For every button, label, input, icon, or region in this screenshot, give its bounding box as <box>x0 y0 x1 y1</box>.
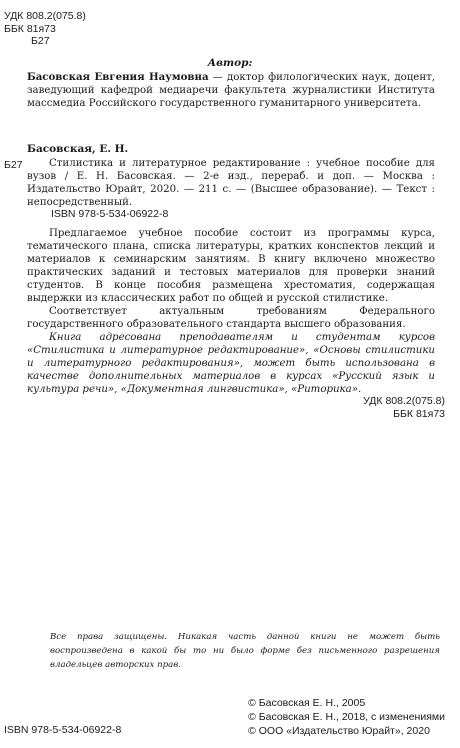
udk-code-bottom: УДК 808.2(075.8) <box>363 395 445 407</box>
annotation-paragraph-3: Книга адресована преподавателям и студентам курсов «Стилистика и литературное редактирование», «Основы стилистики и литературного редактирования», может быть использована в качестве дополнительных материалов в курсах «Русский язык и культура речи», «Документная лингвистика», «Риторика». <box>27 332 435 395</box>
annotation <box>27 227 435 396</box>
author-name: Басовская Евгения Наумовна <box>27 71 209 83</box>
author-heading: Автор: <box>207 57 253 69</box>
copyright-lines <box>248 696 445 738</box>
annotation-paragraph-1: Предлагаемое учебное пособие состоит из программы курса, тематического плана, списка литературы, кратких конспектов лекций и материалов к семинарским занятиям. В книгу включено множество практических заданий и тестовых материалов для проверки знаний студентов. В конце пособия размещена хрестоматия, содержащая выдержки из классических работ по общей и русской стилистике. <box>27 228 435 304</box>
classification-bottom <box>363 395 445 420</box>
author-bio-text: — доктор филологических наук, доцент, заведующий кафедрой медиаречи факультета журналистики Института массмедиа Российского государственного гуманитарного университета. <box>27 72 435 109</box>
author-bio <box>27 71 435 110</box>
annotation-paragraph-2: Соответствует актуальным требованиям Федерального государственного образовательного стандарта высшего образования. <box>27 306 435 330</box>
bbk-code-bottom: ББК 81я73 <box>393 407 445 420</box>
isbn-top: ISBN 978-5-534-06922-8 <box>51 208 169 220</box>
author-mark-side: Б27 <box>4 159 23 171</box>
bibliographic-description: Стилистика и литературное редактирование : учебное пособие для вузов / Е. Н. Басовская. — 2-е изд., перераб. и доп. — Москва : Издательство Юрайт, 2020. — 211 с. — (Высшее образование). — Текст : непосредственный. <box>27 158 435 208</box>
rights-notice: Все права защищены. Никакая часть данной книги не может быть воспроизведена в какой бы то ни было форме без письменного разрешения владельцев авторских прав. <box>50 632 440 670</box>
classification-top <box>4 10 86 48</box>
isbn-bottom: ISBN 978-5-534-06922-8 <box>4 724 122 736</box>
copyright-line-1: © Басовская Е. Н., 2005 <box>248 697 366 709</box>
udk-code: УДК 808.2(075.8) <box>4 10 86 22</box>
bibliographic-author: Басовская, Е. Н. <box>27 143 129 155</box>
copyright-line-2: © Басовская Е. Н., 2018, с изменениями <box>248 711 445 723</box>
author-mark: Б27 <box>31 35 50 47</box>
copyright-line-3: © ООО «Издательство Юрайт», 2020 <box>248 725 430 737</box>
bbk-code: ББК 81я73 <box>4 22 56 35</box>
